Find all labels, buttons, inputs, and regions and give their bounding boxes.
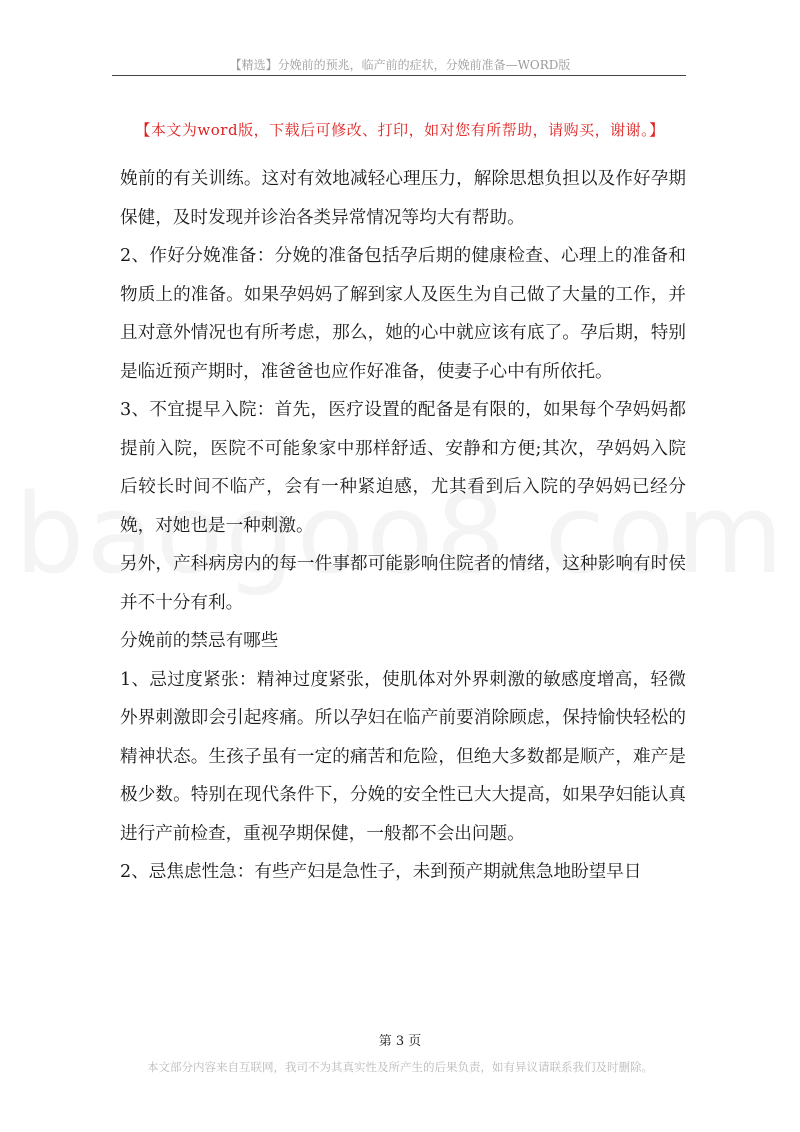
paragraph: 另外，产科病房内的每一件事都可能影响住院者的情绪，这种影响有时侯并不十分有利。: [120, 554, 686, 613]
paragraph: 娩前的有关训练。这对有效地减轻心理压力，解除思想负担以及作好孕期保健，及时发现并诊治各类异常情况等均大有帮助。: [120, 169, 686, 228]
footer-disclaimer: 本文部分内容来自互联网，我司不为其真实性及所产生的后果负责，如有异议请联系我们及时删除。: [147, 1060, 653, 1074]
paragraph: 2、忌焦虑性急：有些产妇是急性子，未到预产期就焦急地盼望早日: [120, 862, 642, 882]
paragraph: 3、不宜提早入院：首先，医疗设置的配备是有限的，如果每个孕妈妈都提前入院，医院不可能象家中那样舒适、安静和方便;其次，孕妈妈入院后较长时间不临产，会有一种紧迫感，尤其看到后入院的孕妈妈已经分娩，对她也是一种刺激。: [120, 400, 686, 536]
header-divider: [112, 75, 686, 76]
document-body: [120, 160, 686, 892]
page-number: 第 3 页: [378, 1034, 422, 1049]
word-version-notice: 【本文为word版，下载后可修改、打印，如对您有所帮助，请购买，谢谢。】: [135, 121, 665, 139]
paragraph: 2、作好分娩准备：分娩的准备包括孕后期的健康检查、心理上的准备和物质上的准备。如果孕妈妈了解到家人及医生为自己做了大量的工作，并且对意外情况也有所考虑，那么，她的心中就应该有底了。孕后期，特别是临近预产期时，准爸爸也应作好准备，使妻子心中有所依托。: [120, 246, 686, 382]
section-heading: 分娩前的禁忌有哪些: [120, 631, 279, 651]
paragraph: 1、忌过度紧张：精神过度紧张，使肌体对外界刺激的敏感度增高，轻微外界刺激即会引起疼痛。所以孕妇在临产前要消除顾虑，保持愉快轻松的精神状态。生孩子虽有一定的痛苦和危险，但绝大多数都是顺产，难产是极少数。特别在现代条件下，分娩的安全性已大大提高，如果孕妇能认真进行产前检查，重视孕期保健，一般都不会出问题。: [120, 669, 686, 844]
page-header-title: 【精选】分娩前的预兆，临产前的症状，分娩前准备—WORD版: [229, 58, 571, 72]
